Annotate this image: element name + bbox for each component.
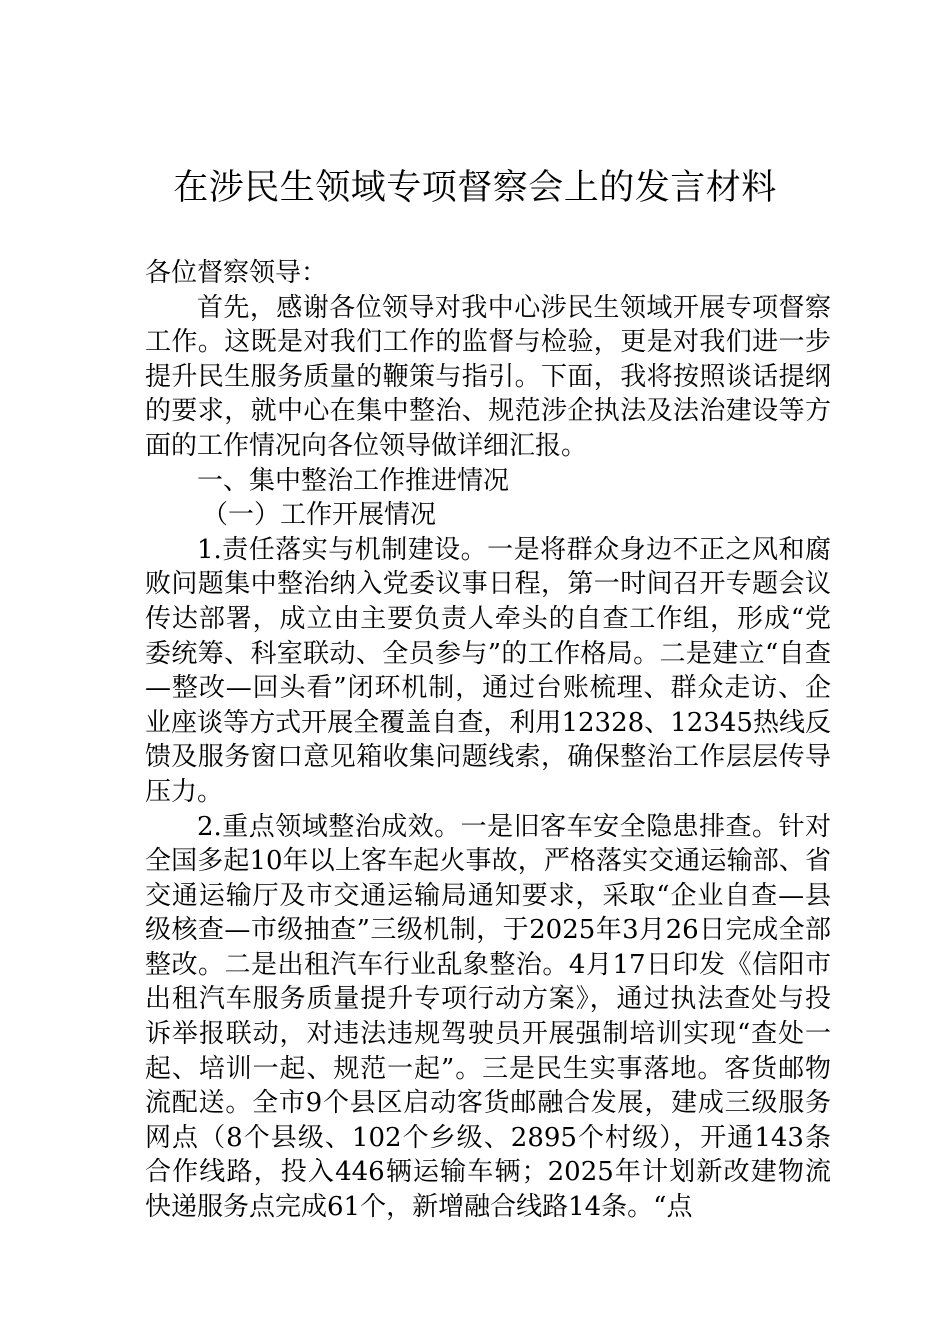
subsection-heading-1: （一）工作开展情况 [202,500,437,531]
document-body [145,256,831,1225]
document-title: 在涉民生领域专项督察会上的发言材料 [173,168,777,208]
section-heading-1: 一、集中整治工作推进情况 [197,465,510,496]
salutation: 各位督察领导： [145,258,328,288]
paragraph-key-areas: 2.重点领域整治成效。一是旧客车安全隐患排查。针对全国多起10年以上客车起火事故，严格落实交通运输部、省交通运输厅及市交通运输局通知要求，采取“企业自查—县级核查—市级抽查”三级机制，于2025年3月26日完成全部整改。二是出租汽车行业乱象整治。4月17日印发《信阳市出租汽车服务质量提升专项行动方案》，通过执法查处与投诉举报联动，对违法违规驾驶员开展强制培训实现“查处一起、培训一起、规范一起”。三是民生实事落地。客货邮物流配送。全市9个县区启动客货邮融合发展，建成三级服务网点（8个县级、102个乡级、2895个村级），开通143条合作线路，投入446辆运输车辆；2025年计划新改建物流快递服务点完成61个，新增融合线路14条。“点 [145,811,831,1223]
paragraph-intro: 首先，感谢各位领导对我中心涉民生领域开展专项督察工作。这既是对我们工作的监督与检验，更是对我们进一步提升民生服务质量的鞭策与指引。下面，我将按照谈话提纲的要求，就中心在集中整治、规范涉企执法及法治建设等方面的工作情况向各位领导做详细汇报。 [145,292,831,461]
paragraph-responsibility: 1.责任落实与机制建设。一是将群众身边不正之风和腐败问题集中整治纳入党委议事日程，第一时间召开专题会议传达部署，成立由主要负责人牵头的自查工作组，形成“党委统筹、科室联动、全员参与”的工作格局。二是建立“自查—整改—回头看”闭环机制，通过台账梳理、群众走访、企业座谈等方式开展全覆盖自查，利用12328、12345热线反馈及服务窗口意见箱收集问题线索，确保整治工作层层传导压力。 [145,534,831,807]
